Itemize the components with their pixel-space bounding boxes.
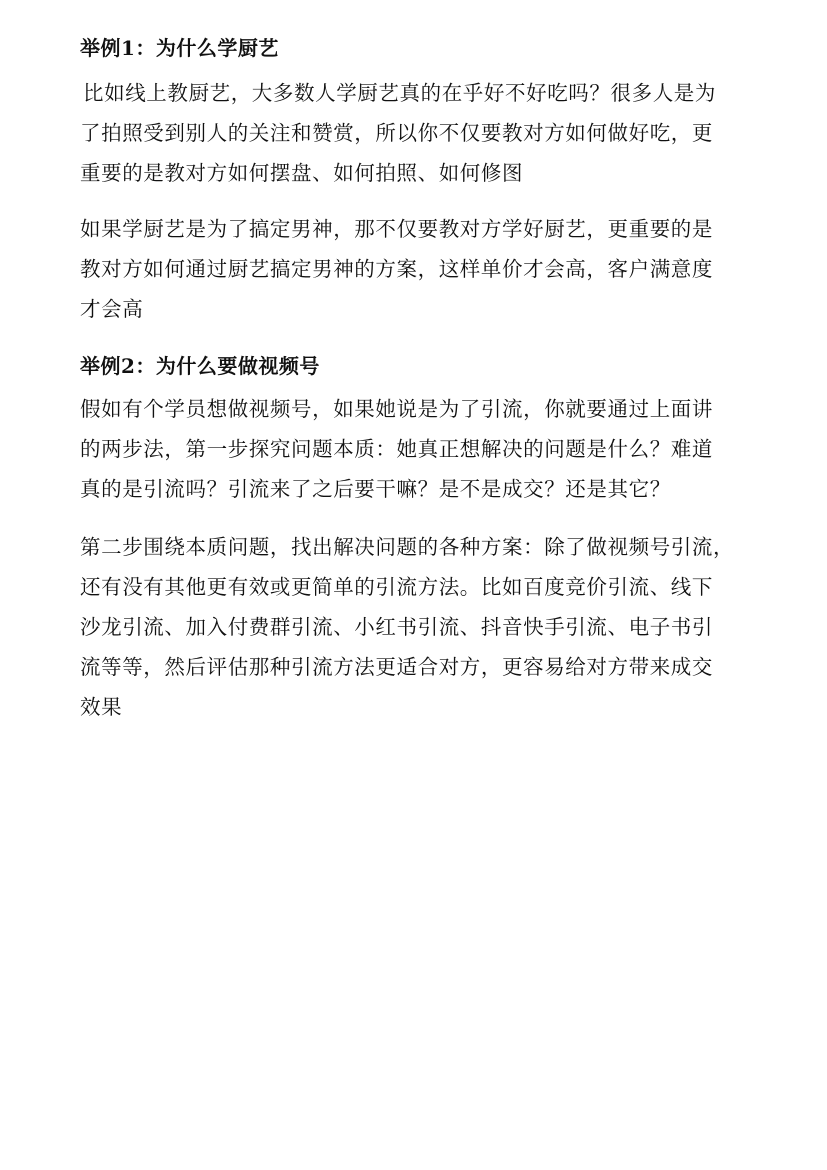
text-line: 重要的是教对方如何摆盘、如何拍照、如何修图 [80,161,524,185]
text-line: 才会高 [80,297,144,321]
text-line: 比如线上教厨艺，大多数人学厨艺真的在乎好不好吃吗？很多人是为 [83,81,716,105]
section-2-heading: 举例2：为什么要做视频号 [80,354,320,378]
text-line: 了拍照受到别人的关注和赞赏，所以你不仅要教对方如何做好吃，更 [80,121,713,145]
text-line: 流等等，然后评估那种引流方法更适合对方，更容易给对方带来成交 [80,655,713,679]
text-line: 第二步围绕本质问题，找出解决问题的各种方案：除了做视频号引流， [80,535,735,559]
section-1-heading: 举例1：为什么学厨艺 [80,36,279,60]
text-line: 真的是引流吗？引流来了之后要干嘛？是不是成交？还是其它？ [80,477,671,501]
section-1-paragraph-1 [80,73,760,193]
section-2-paragraph-1 [80,389,760,509]
text-line: 还有没有其他更有效或更简单的引流方法。比如百度竞价引流、线下 [80,575,713,599]
text-line: 的两步法，第一步探究问题本质：她真正想解决的问题是什么？难道 [80,437,713,461]
section-1-paragraph-2 [80,209,760,329]
text-line: 如果学厨艺是为了搞定男神，那不仅要教对方学好厨艺，更重要的是 [80,217,713,241]
text-line: 效果 [80,695,123,719]
text-line: 沙龙引流、加入付费群引流、小红书引流、抖音快手引流、电子书引 [80,615,713,639]
text-line: 假如有个学员想做视频号，如果她说是为了引流，你就要通过上面讲 [80,397,713,421]
text-line: 教对方如何通过厨艺搞定男神的方案，这样单价才会高，客户满意度 [80,257,713,281]
section-2-paragraph-2 [80,527,760,727]
